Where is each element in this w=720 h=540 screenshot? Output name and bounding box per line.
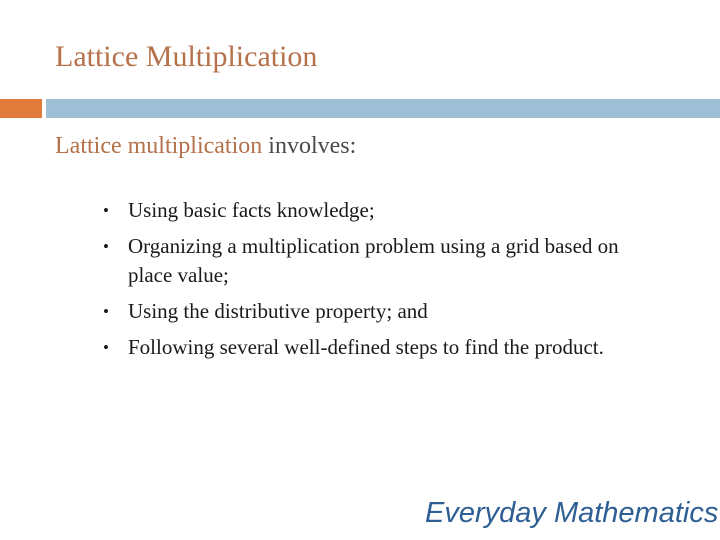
intro-keyword: Lattice multiplication bbox=[55, 133, 263, 159]
bullet-item bbox=[103, 297, 623, 326]
bullet-dot-icon: • bbox=[103, 201, 109, 220]
intro-line bbox=[55, 133, 356, 160]
bullet-dot-icon: • bbox=[103, 338, 109, 357]
accent-bar-orange bbox=[0, 99, 42, 118]
bullet-text: Using the distributive property; and bbox=[128, 299, 428, 323]
bullet-dot-icon: • bbox=[103, 237, 109, 256]
bullet-text: Organizing a multiplication problem using a grid based on place value; bbox=[128, 234, 619, 287]
bullet-item bbox=[103, 196, 623, 225]
bullet-item bbox=[103, 232, 623, 290]
footer-brand: Everyday Mathematics bbox=[425, 497, 719, 529]
bullet-text: Using basic facts knowledge; bbox=[128, 198, 375, 222]
bullet-item bbox=[103, 333, 623, 362]
intro-rest: involves: bbox=[262, 133, 357, 159]
bullet-list bbox=[103, 196, 623, 369]
slide-title: Lattice Multiplication bbox=[55, 40, 318, 73]
accent-bar-blue bbox=[46, 99, 720, 118]
bullet-dot-icon: • bbox=[103, 302, 109, 321]
bullet-text: Following several well-defined steps to find the product. bbox=[128, 335, 604, 359]
